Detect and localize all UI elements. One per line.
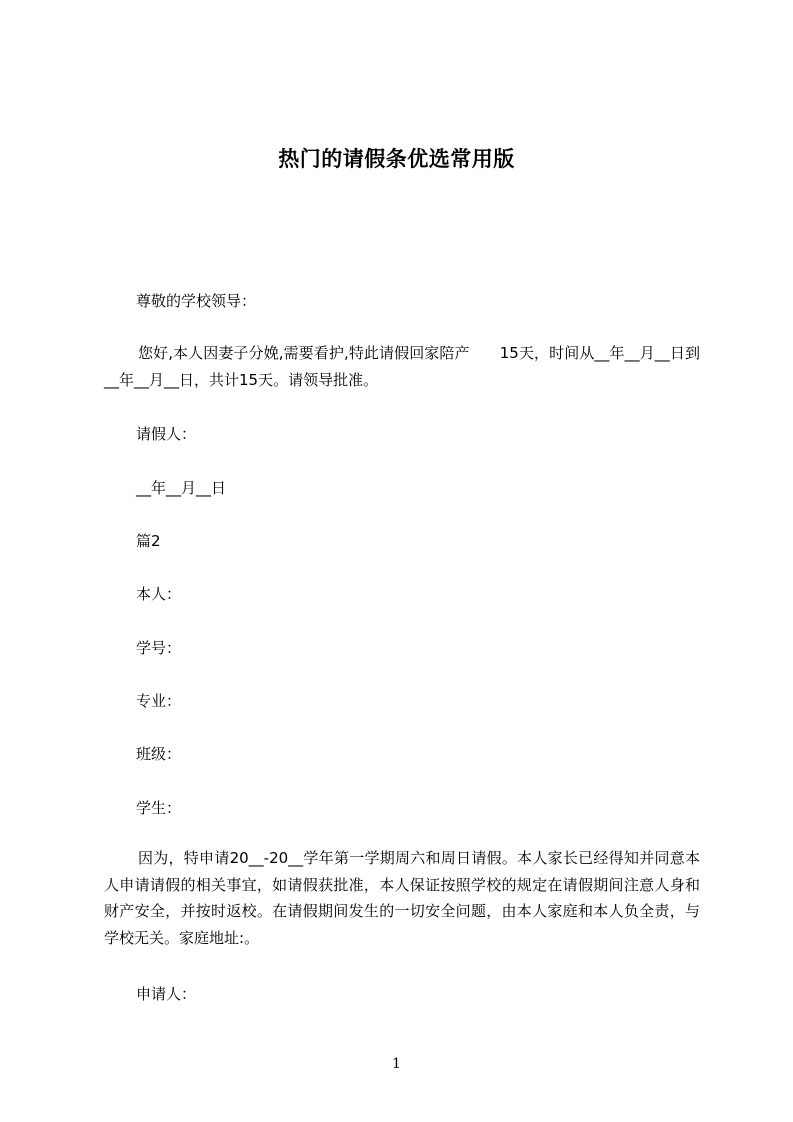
body-paragraph-1: 您好,本人因妻子分娩,需要看护,特此请假回家陪产 15天，时间从__年__月__日到__年__月__日，共计15天。请领导批准。	[104, 344, 700, 389]
body-paragraph-2: 因为，特申请20__-20__学年第一学期周六和周日请假。本人家长已经得知并同意本人申请请假的相关事宜，如请假获批准，本人保证按照学校的规定在请假期间注意人身和财产安全，并按时返校。在请假期间发生的一切安全问题，由本人家庭和本人负全责，与学校无关。家庭地址:。	[104, 849, 700, 947]
page-number: 1	[392, 1056, 401, 1072]
section-label: 篇2	[136, 532, 161, 550]
field-student: 学生：	[136, 799, 182, 817]
field-name: 本人：	[136, 585, 182, 603]
date-line: __年__月__日	[136, 479, 227, 497]
applicant-label-2: 申请人：	[136, 985, 197, 1003]
document-title: 热门的请假条优选常用版	[278, 147, 515, 171]
field-student-id: 学号：	[136, 639, 182, 657]
field-major: 专业：	[136, 692, 182, 710]
applicant-label: 请假人：	[136, 425, 197, 443]
salutation: 尊敬的学校领导：	[136, 292, 257, 310]
field-class: 班级：	[136, 745, 182, 763]
